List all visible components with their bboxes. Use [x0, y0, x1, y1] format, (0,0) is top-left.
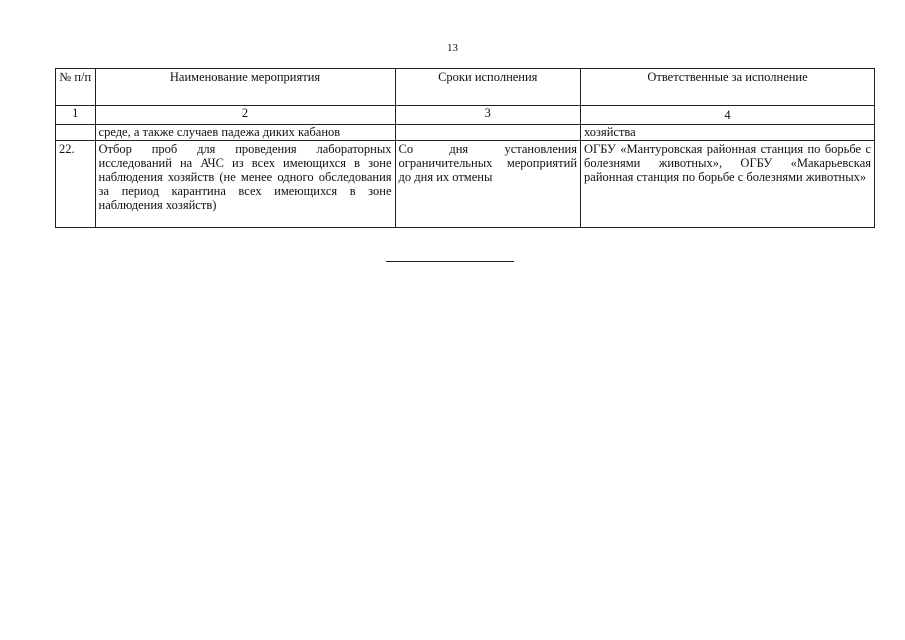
- header-deadline: Сроки исполнения: [395, 69, 580, 106]
- page-number: 13: [447, 42, 458, 54]
- column-number: 4: [581, 106, 875, 125]
- header-responsible: Ответственные за исполнение: [581, 69, 875, 106]
- end-of-document-line: [386, 261, 514, 262]
- column-number: 1: [56, 106, 96, 125]
- cell-responsible: хозяйства: [581, 125, 875, 141]
- cell-deadline: [395, 125, 580, 141]
- cell-responsible: ОГБУ «Мантуровская районная станция по борьбе с болезнями животных», ОГБУ «Макарьевская районная станция по борьбе с болезнями животных»: [581, 141, 875, 228]
- header-measure-name: Наименование мероприятия: [95, 69, 395, 106]
- table-row: [56, 141, 875, 228]
- column-number-row: [56, 106, 875, 125]
- cell-measure-name: среде, а также случаев падежа диких кабанов: [95, 125, 395, 141]
- column-number: 2: [95, 106, 395, 125]
- cell-deadline: Со дня установления ограничительных мероприятий до дня их отмены: [395, 141, 580, 228]
- table-header-row: [56, 69, 875, 106]
- column-number: 3: [395, 106, 580, 125]
- cell-number: [56, 125, 96, 141]
- cell-measure-name: Отбор проб для проведения лабораторных исследований на АЧС из всех имеющихся в зоне наблюдения хозяйств (не менее одного обследования за период карантина всех имеющихся в зоне наблюдения хозяйств): [95, 141, 395, 228]
- cell-number: 22.: [56, 141, 96, 228]
- header-number: № п/п: [56, 69, 96, 106]
- continuation-row: [56, 125, 875, 141]
- measures-table: [55, 68, 875, 228]
